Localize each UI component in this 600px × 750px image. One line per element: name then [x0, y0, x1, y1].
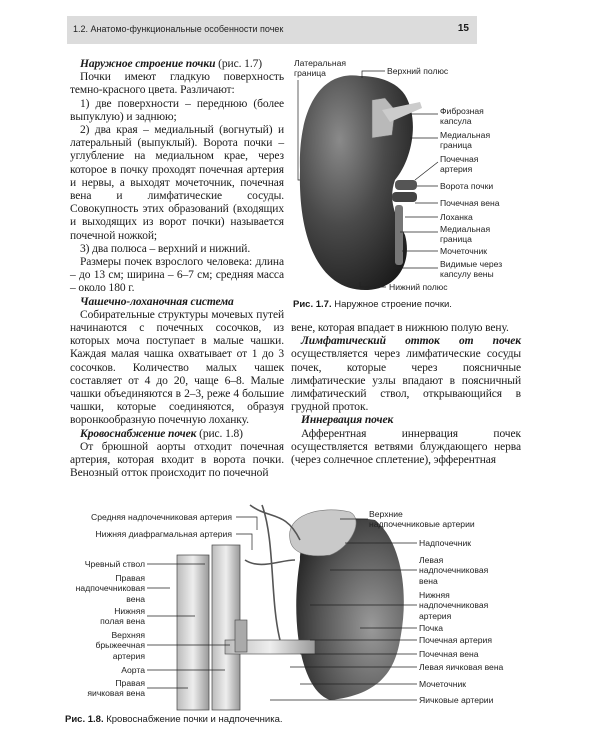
figure-ref: (рис. 1.7)	[215, 58, 262, 70]
label-lower-pole: Нижний полюс	[389, 282, 448, 292]
section-title: 1.2. Анатомо-функциональные особенности почек	[73, 24, 284, 34]
figure-1-8-caption: Рис. 1.8. Кровоснабжение почки и надпочечника.	[65, 714, 283, 725]
paragraph: вене, которая впадает в нижнюю полую вену.	[291, 322, 509, 334]
label-upper-pole: Верхний полюс	[387, 66, 449, 76]
paragraph: Размеры почек взрослого человека: длина – до 13 см; ширина – 6–7 см; средняя масса – около 180 г.	[70, 256, 284, 295]
label-fibrous-capsule: Фиброзная капсула	[440, 106, 484, 127]
paragraph: Собирательные структуры мочевых путей начинаются с почечных сосочков, из которых моча поступает в малые чашки. Каждая малая чашка охватывает от 1 до 3 сосочков. Количество малых чашек составляет от 4 до 20, чаще 6–8. Малые чашки объединяются в 2–3, реже 4 большие чашки, которые соединяются, образуя воронкообразную почечную лоханку.	[70, 308, 284, 427]
label-renal-artery: Почечная артерия	[440, 154, 479, 175]
heading-external-structure: Наружное строение почки	[80, 58, 216, 70]
paragraph: осуществляется через лимфатические сосуды почек, которые через поясничные лимфатические узлы впадают в поясничный лимфатический ствол, открывающийся в грудной проток.	[291, 348, 521, 414]
figure-1-7-caption: Рис. 1.7. Наружное строение почки.	[293, 299, 452, 310]
label-renal-vein: Почечная вена	[419, 649, 479, 659]
label-superior-mesenteric-artery: Верхняя брыжеечная артерия	[95, 630, 145, 661]
label-inferior-suprarenal-artery: Нижняя надпочечниковая артерия	[419, 590, 489, 621]
label-ureter: Мочеточник	[419, 679, 467, 689]
label-right-suprarenal-vein: Правая надпочечниковая вена	[75, 573, 145, 604]
label-medial-border: Медиальная граница	[440, 130, 491, 151]
label-celiac-trunk: Чревный ствол	[84, 559, 145, 569]
label-renal-vein: Почечная вена	[440, 198, 500, 208]
heading-lymph: Лимфатический отток от почек	[301, 335, 521, 348]
paragraph: От брюшной аорты отходит почечная артерия, которая входит в ворота почки. Венозный отток происходит по почечной	[70, 440, 284, 480]
label-pelvis: Лоханка	[440, 212, 473, 222]
label-left-suprarenal-vein: Левая надпочечниковая вена	[419, 555, 489, 586]
label-kidney: Почка	[419, 623, 443, 633]
label-superior-suprarenal-arteries: Верхние надпочечниковые артерии	[369, 509, 475, 530]
left-column	[70, 58, 284, 481]
label-left-testicular-vein: Левая яичковая вена	[419, 662, 504, 672]
label-middle-suprarenal-artery: Средняя надпочечниковая артерия	[91, 512, 232, 522]
label-right-testicular-vein: Правая яичковая вена	[87, 678, 145, 699]
running-header	[67, 16, 477, 44]
heading-calyx-system: Чашечно-лоханочная система	[80, 295, 234, 308]
paragraph: Афферентная иннервация почек осуществляется ветвями блуждающего нерва (через солнечное сплетение), эфферентная	[291, 427, 521, 467]
label-renal-hilum: Ворота почки	[440, 181, 494, 191]
paragraph: Почки имеют гладкую поверхность темно-красного цвета. Различают:	[70, 71, 284, 97]
figure-1-7-kidney-illustration	[298, 71, 438, 290]
paragraph: 1) две поверхности – переднюю (более выпуклую) и заднюю;	[70, 97, 284, 123]
label-inferior-vena-cava: Нижняя полая вена	[100, 606, 145, 627]
label-adrenal-gland: Надпочечник	[419, 538, 471, 548]
heading-innervation: Иннервация почек	[301, 414, 394, 427]
label-visible-veins: Видимые через капсулу вены	[440, 259, 503, 280]
right-column	[291, 322, 521, 467]
paragraph: 2) два края – медиальный (вогнутый) и латеральный (выпуклый). Ворота почки – углубление на медиальном крае, через которое в почку проходят почечная артерия и нервы, а выходят мочеточник, почечная вена и лимфатические сосуды. Совокупность этих образований (входящих и выходящих из ворот почки) называется почечной ножкой;	[70, 124, 284, 242]
label-aorta: Аорта	[121, 665, 145, 675]
figure-ref: (рис. 1.8)	[196, 427, 243, 440]
label-inferior-phrenic-artery: Нижняя диафрагмальная артерия	[95, 529, 232, 539]
label-lateral-border: Латеральная граница	[294, 58, 347, 79]
label-testicular-arteries: Яичковые артерии	[419, 695, 494, 705]
heading-blood-supply: Кровоснабжение почек	[80, 427, 197, 440]
label-medial-border-2: Медиальная граница	[440, 224, 491, 245]
label-ureter: Мочеточник	[440, 246, 488, 256]
label-renal-artery: Почечная артерия	[419, 635, 493, 645]
page-number: 15	[457, 23, 469, 34]
paragraph: 3) два полюса – верхний и нижний.	[80, 242, 251, 255]
